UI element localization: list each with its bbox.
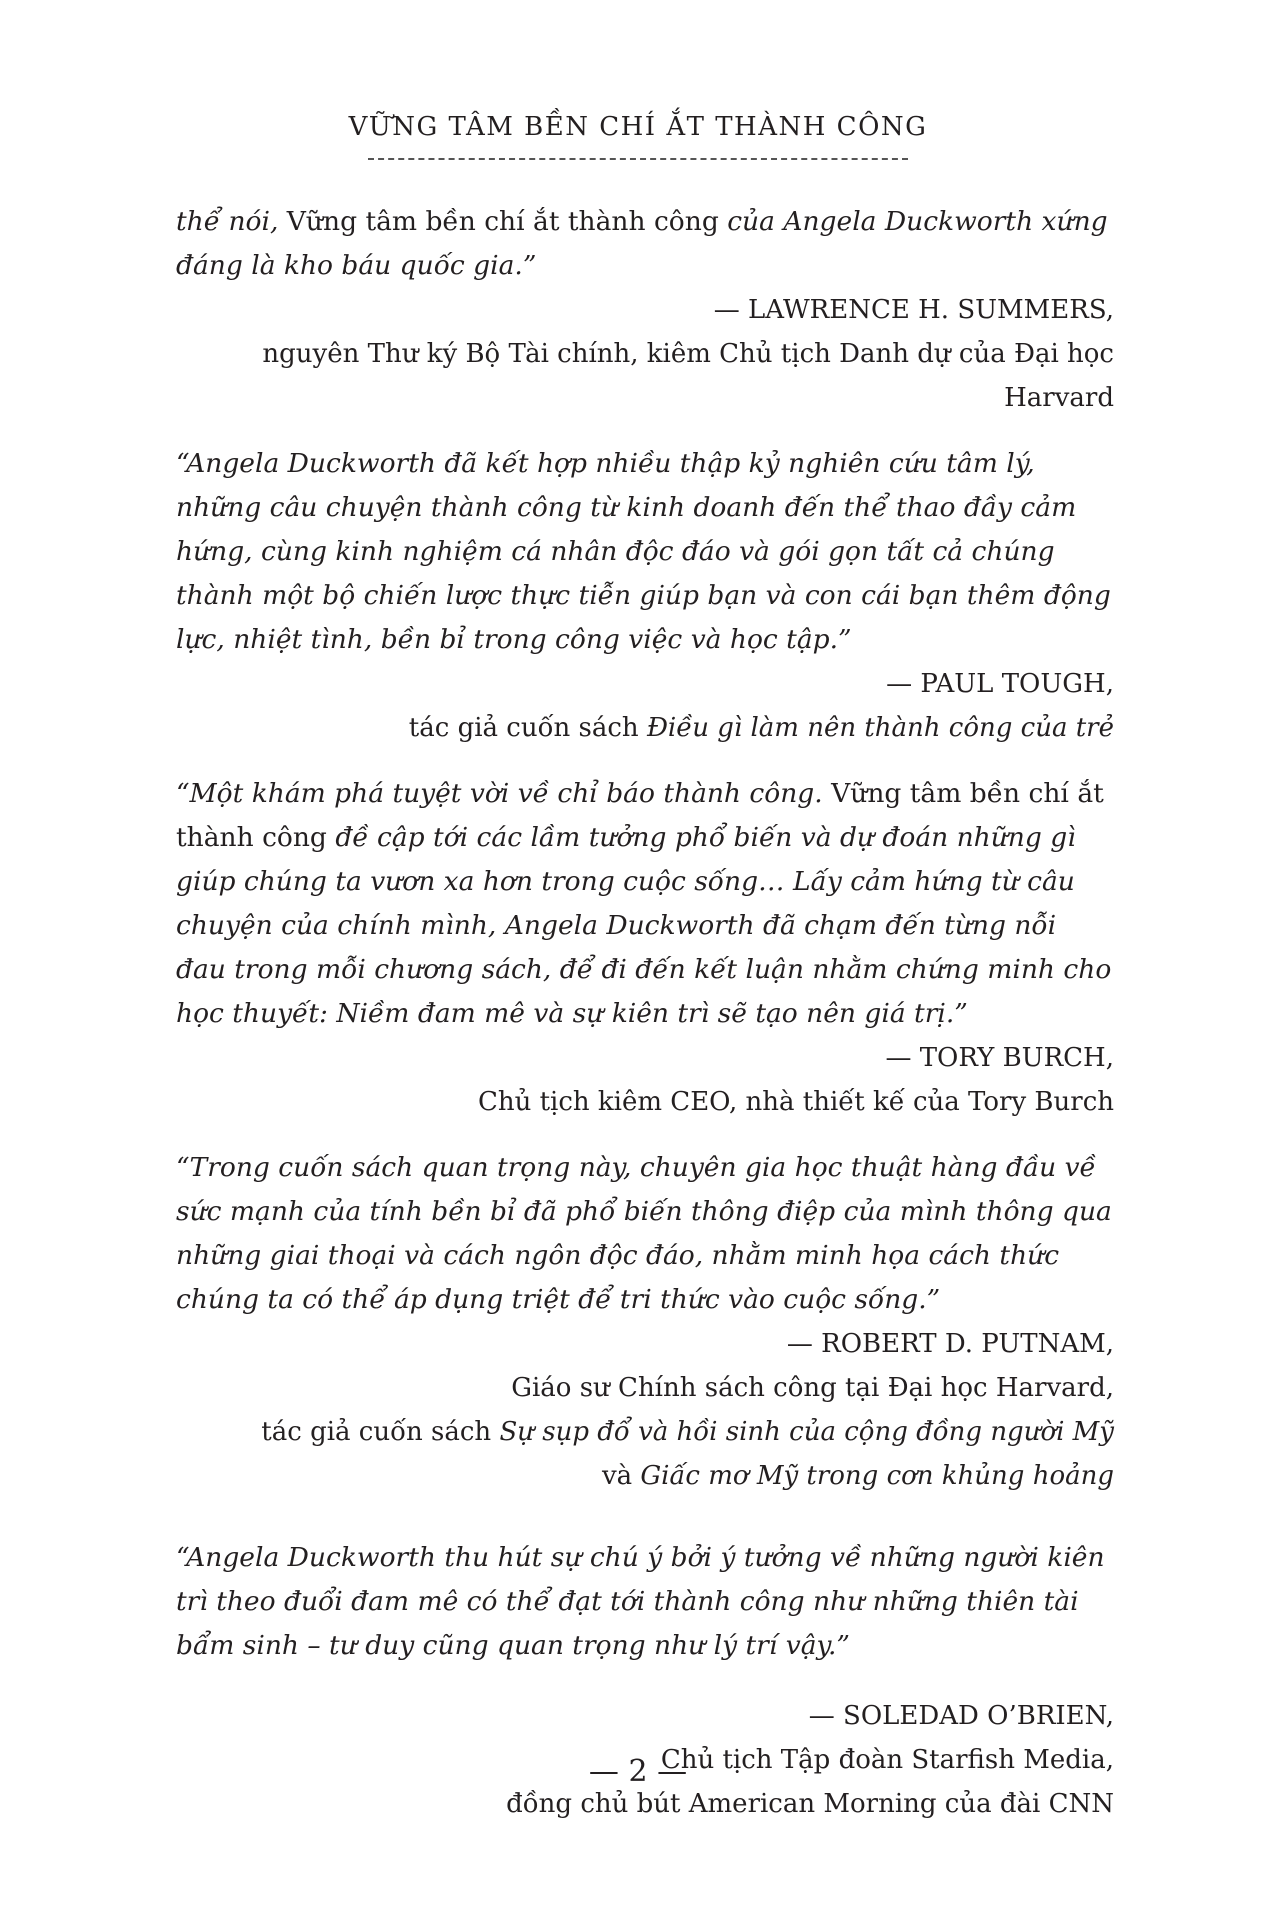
running-header: VỮNG TÂM BỀN CHÍ ẮT THÀNH CÔNG: [348, 112, 928, 142]
attribution-role: [176, 706, 1114, 750]
attribution-role: Chủ tịch kiêm CEO, nhà thiết kế của Tory Burch: [477, 1087, 1114, 1117]
quote-text: của Angela Duckworth xứng đáng là kho báu quốc gia.”: [176, 206, 1108, 281]
attribution-text: tác giả cuốn sách: [261, 1417, 500, 1447]
book-title: Vững tâm bền chí ắt thành công: [176, 778, 1104, 853]
quote-summers: [176, 200, 1114, 288]
quote-putnam: “Trong cuốn sách quan trọng này, chuyên gia học thuật hàng đầu về sức mạnh của tính bền bỉ đã phổ biến thông điệp của mình thông qua những giai thoại và cách ngôn độc đáo, nhằm minh họa cách thức chúng ta có thể áp dụng triệt để tri thức vào cuộc sống.”: [176, 1152, 1112, 1315]
quote-burch: [176, 772, 1114, 1036]
quote-text: “Một khám phá tuyệt vời về chỉ báo thành công.: [176, 778, 832, 809]
attribution-role: nguyên Thư ký Bộ Tài chính, kiêm Chủ tịch Danh dự của Đại học Harvard: [262, 339, 1114, 413]
quote-obrien: “Angela Duckworth thu hút sự chú ý bởi ý tưởng về những người kiên trì theo đuổi đam mê có thể đạt tới thành công như những thiên tài bẩm sinh – tư duy cũng quan trọng như lý trí vậy.”: [176, 1542, 1105, 1661]
attribution-role: [176, 1410, 1114, 1454]
attribution-role: Giáo sư Chính sách công tại Đại học Harvard,: [511, 1373, 1114, 1403]
endorsements: [176, 200, 1114, 1826]
attribution-role: [176, 1454, 1114, 1498]
attribution-name: — ROBERT D. PUTNAM,: [786, 1329, 1114, 1359]
page-number: — 2 —: [588, 1754, 688, 1789]
attribution-name: — SOLEDAD O’BRIEN,: [808, 1701, 1114, 1731]
attribution-name: — LAWRENCE H. SUMMERS,: [713, 295, 1114, 325]
book-title: Điều gì làm nên thành công của trẻ: [646, 713, 1114, 743]
book-title: Giấc mơ Mỹ trong cơn khủng hoảng: [640, 1461, 1114, 1491]
attribution-text: và: [601, 1461, 641, 1491]
header-dashed-rule: [368, 158, 908, 160]
attribution-name: — PAUL TOUGH,: [886, 669, 1114, 699]
book-title: Vững tâm bền chí ắt thành công: [286, 206, 719, 237]
attribution-name: — TORY BURCH,: [885, 1043, 1114, 1073]
quote-tough: “Angela Duckworth đã kết hợp nhiều thập kỷ nghiên cứu tâm lý, những câu chuyện thành công từ kinh doanh đến thể thao đầy cảm hứng, cùng kinh nghiệm cá nhân độc đáo và gói gọn tất cả chúng thành một bộ chiến lược thực tiễn giúp bạn và con cái bạn thêm động lực, nhiệt tình, bền bỉ trong công việc và học tập.”: [176, 448, 1111, 655]
book-title: Sự sụp đổ và hồi sinh của cộng đồng người Mỹ: [499, 1417, 1114, 1447]
attribution-role: đồng chủ bút American Morning của đài CNN: [506, 1789, 1114, 1819]
quote-text: đề cập tới các lầm tưởng phổ biến và dự đoán những gì giúp chúng ta vươn xa hơn trong cuộc sống… Lấy cảm hứng từ câu chuyện của chính mình, Angela Duckworth đã chạm đến từng nỗi đau trong mỗi chương sách, để đi đến kết luận nhằm chứng minh cho học thuyết: Niềm đam mê và sự kiên trì sẽ tạo nên giá trị.”: [176, 822, 1112, 1029]
attribution-role: Chủ tịch Tập đoàn Starfish Media,: [660, 1745, 1114, 1775]
quote-text: thể nói,: [176, 206, 287, 237]
attribution-text: tác giả cuốn sách: [408, 713, 647, 743]
